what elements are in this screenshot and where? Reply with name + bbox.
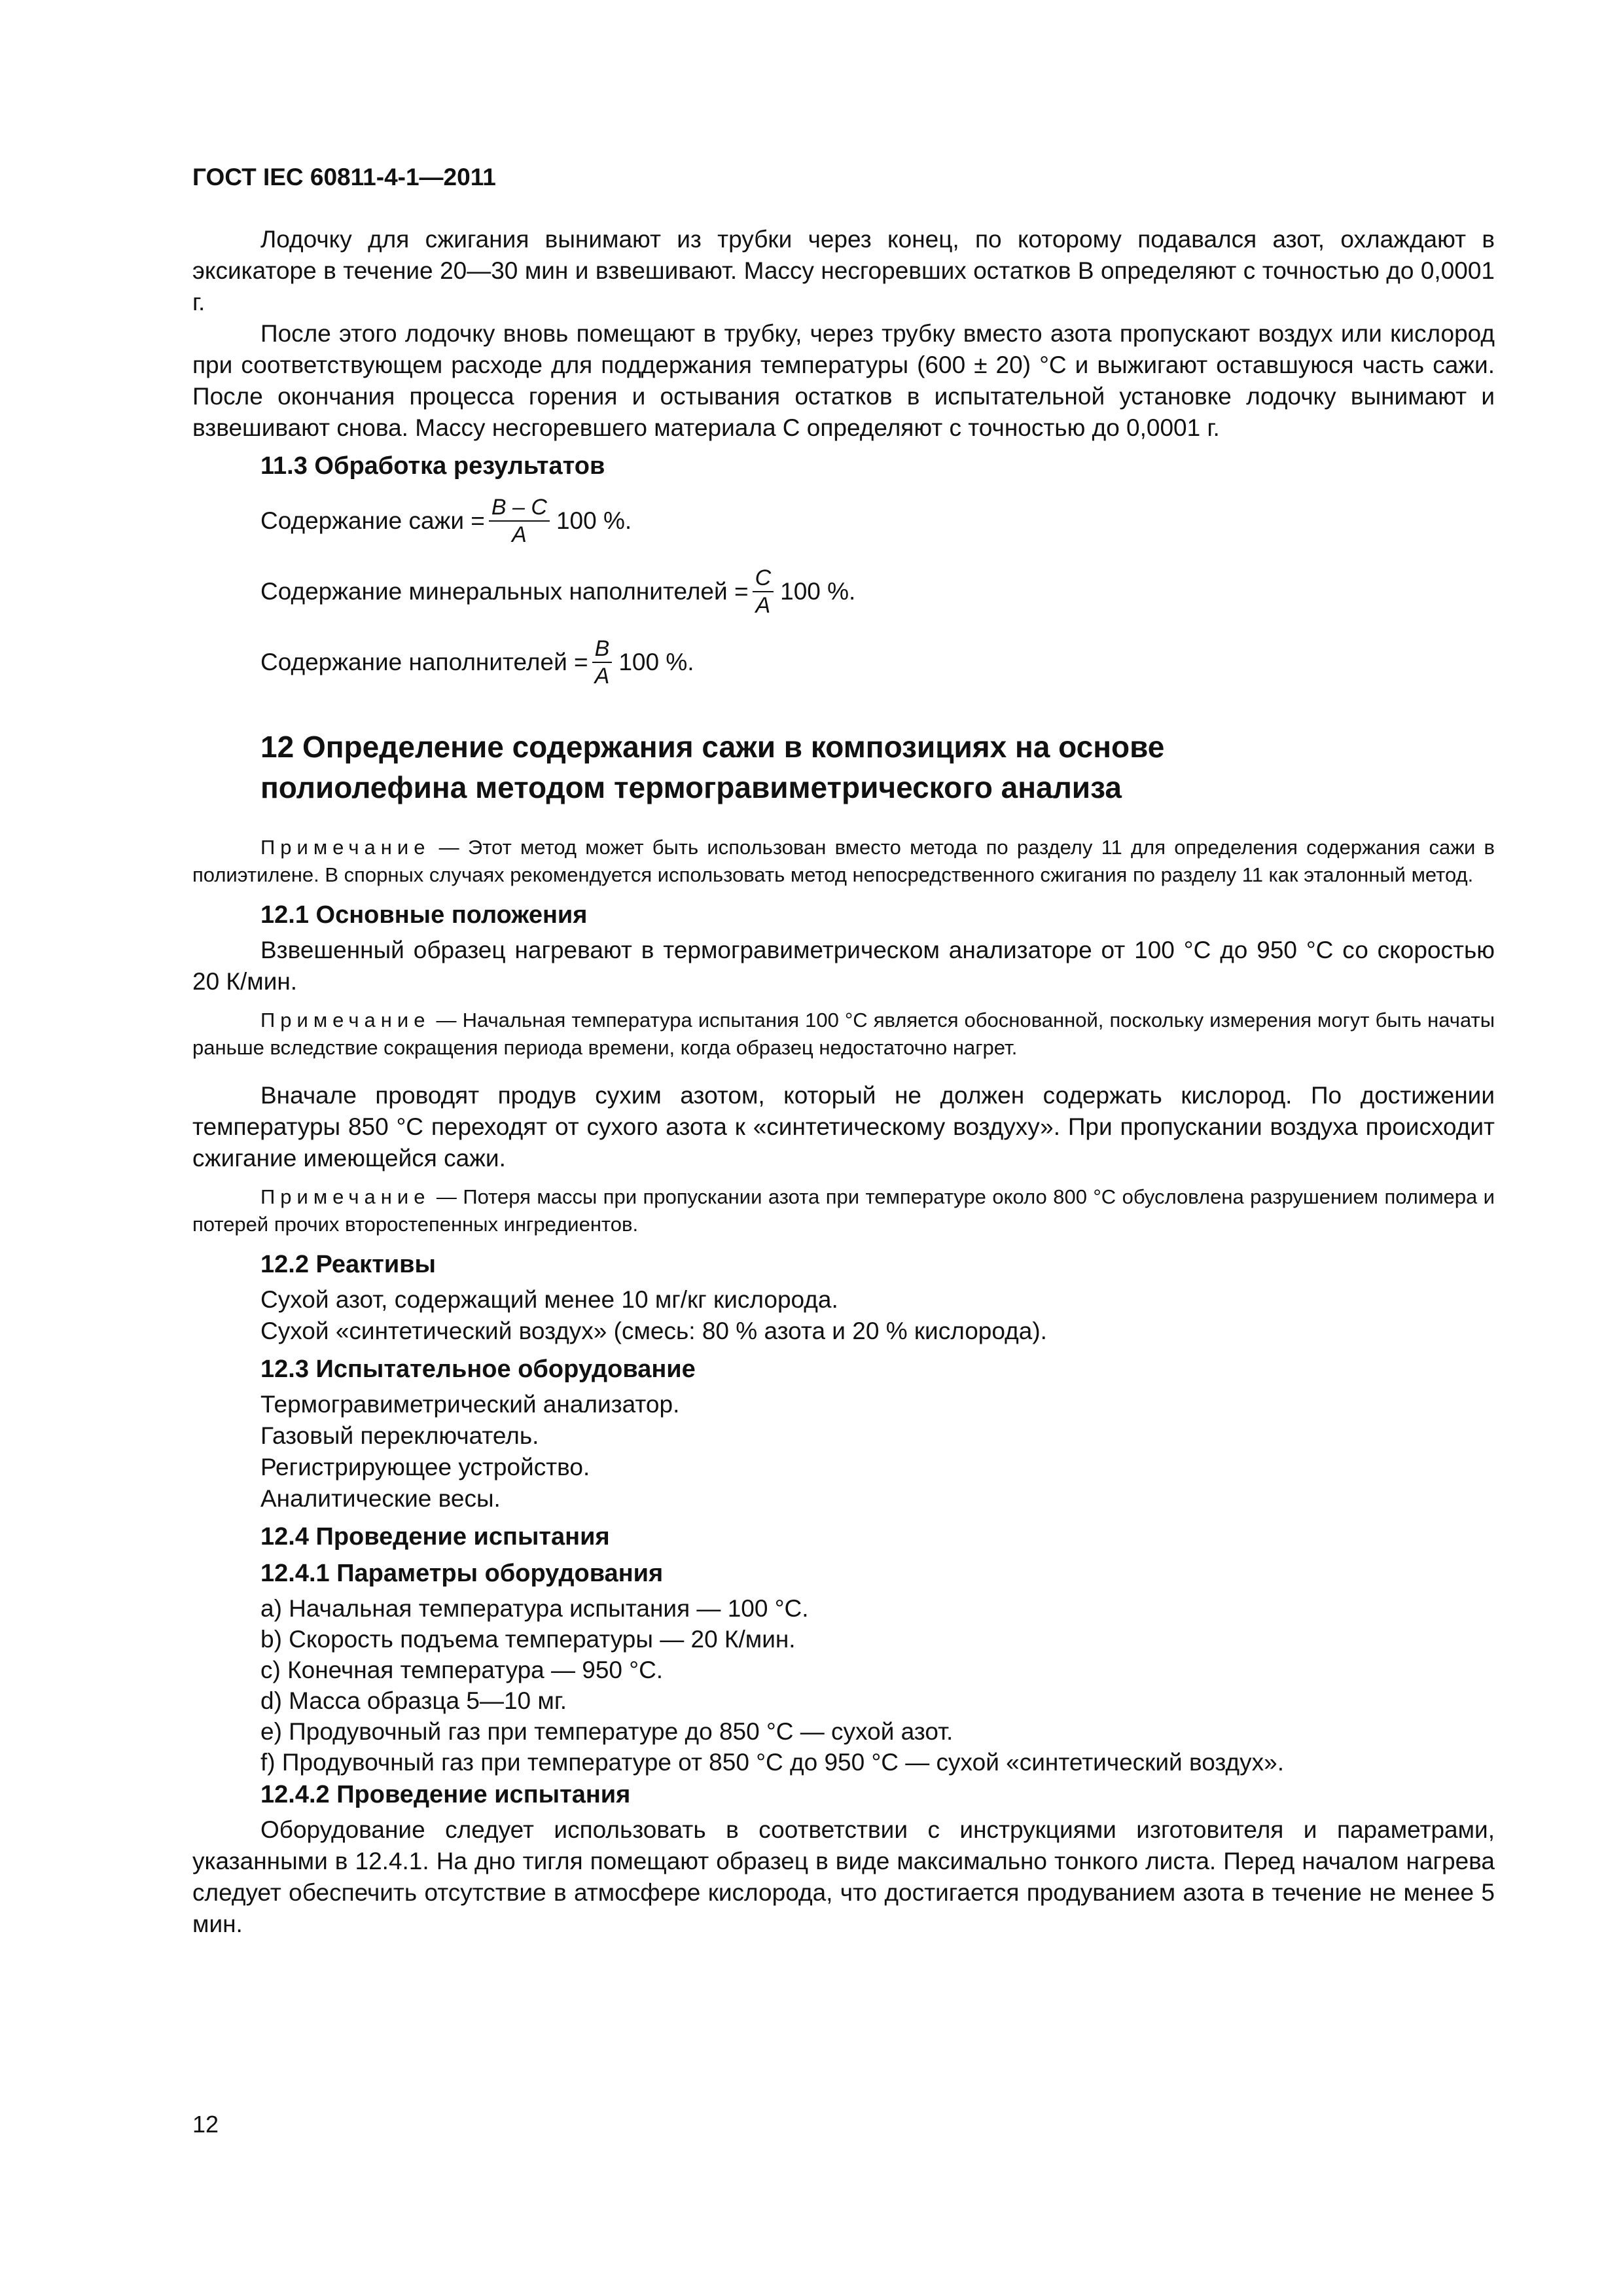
formula-label: Содержание минеральных наполнителей = xyxy=(260,578,749,605)
fraction-denominator: A xyxy=(512,522,527,547)
formula-tail: 100 %. xyxy=(556,507,632,534)
parameter-item-c: c) Конечная температура — 950 °С. xyxy=(260,1657,664,1683)
section-12-3-heading: 12.3 Испытательное оборудование xyxy=(260,1355,696,1383)
note-label: Примечание xyxy=(260,836,431,859)
formula-mineral-fillers xyxy=(260,556,1495,627)
equipment-line-3: Регистрирующее устройство. xyxy=(260,1454,590,1480)
parameter-item-a: a) Начальная температура испытания — 100 °С. xyxy=(260,1595,809,1622)
note-2 xyxy=(192,1007,1495,1062)
fraction-numerator: B – C xyxy=(489,494,550,522)
intro-paragraph-1: Лодочку для сжигания вынимают из трубки через конец, по которому подавался азот, охлаждают в эксикаторе в течение 20—30 мин и взвешивают. Массу несгоревших остатков B определяют с точностью до 0,0001 г. xyxy=(192,226,1495,315)
fraction-denominator: A xyxy=(755,593,771,618)
formula-soot-content xyxy=(260,486,1495,556)
equipment-line-1: Термогравиметрический анализатор. xyxy=(260,1391,680,1418)
reagent-line-1: Сухой азот, содержащий менее 10 мг/кг кислорода. xyxy=(260,1286,838,1313)
fraction xyxy=(592,636,613,689)
parameter-item-e: e) Продувочный газ при температуре до 850 °С — сухой азот. xyxy=(260,1718,954,1745)
note-text: — Этот метод может быть использован вместо метода по разделу 11 для определения содержания сажи в полиэтилене. В спорных случаях рекомендуется использовать метод непосредственного сжигания по разделу 11 как эталонный метод. xyxy=(192,836,1495,886)
equipment-line-2: Газовый переключатель. xyxy=(260,1422,539,1449)
reagent-line-2: Сухой «синтетический воздух» (смесь: 80 % азота и 20 % кислорода). xyxy=(260,1318,1047,1344)
section-12-2-heading: 12.2 Реактивы xyxy=(260,1251,436,1278)
section-12-heading-line-1: 12 Определение содержания сажи в композициях на основе xyxy=(260,730,1165,764)
fraction xyxy=(753,565,774,619)
fraction xyxy=(489,494,550,548)
note-3 xyxy=(192,1183,1495,1238)
section-12-1-paragraph-1: Взвешенный образец нагревают в термогравиметрическом анализаторе от 100 °С до 950 °С со скоростью 20 К/мин. xyxy=(192,937,1495,995)
note-text: — Начальная температура испытания 100 °С является обоснованной, поскольку измерения могут быть начаты раньше вследствие сокращения периода времени, когда образец недостаточно нагрет. xyxy=(192,1009,1495,1059)
section-12-4-2-paragraph: Оборудование следует использовать в соответствии с инструкциями изготовителя и параметрами, указанными в 12.4.1. На дно тигля помещают образец в виде максимально тонкого листа. Перед началом нагрева следует обеспечить отсутствие в атмосфере кислорода, что достигается продуванием азота в течение не менее 5 мин. xyxy=(192,1816,1495,1937)
parameter-item-b: b) Скорость подъема температуры — 20 К/мин. xyxy=(260,1626,796,1653)
fraction-numerator: B xyxy=(592,636,613,663)
document-header: ГОСТ IEC 60811-4-1—2011 xyxy=(192,164,496,190)
section-12-1-heading: 12.1 Основные положения xyxy=(260,901,588,929)
formula-fillers xyxy=(260,627,1495,698)
formula-label: Содержание наполнителей = xyxy=(260,649,588,675)
equipment-line-4: Аналитические весы. xyxy=(260,1485,501,1512)
section-12-heading-line-2: полиолефина методом термогравиметрического анализа xyxy=(260,770,1122,804)
parameter-item-d: d) Масса образца 5—10 мг. xyxy=(260,1687,567,1714)
note-label: Примечание xyxy=(260,1185,431,1208)
parameter-item-f: f) Продувочный газ при температуре от 850 °С до 950 °С — сухой «синтетический воздух». xyxy=(260,1749,1284,1776)
section-12-4-1-heading: 12.4.1 Параметры оборудования xyxy=(260,1560,664,1587)
section-12-1-paragraph-2: Вначале проводят продув сухим азотом, который не должен содержать кислород. По достижении температуры 850 °С переходят от сухого азота к «синтетическому воздуху». При пропускании воздуха происходит сжигание имеющейся сажи. xyxy=(192,1082,1495,1172)
note-label: Примечание xyxy=(260,1009,431,1031)
note-text: — Потеря массы при пропускании азота при температуре около 800 °С обусловлена разрушением полимера и потерей прочих второстепенных ингредиентов. xyxy=(192,1185,1495,1236)
page-content xyxy=(192,164,1495,1940)
section-12-4-2-heading: 12.4.2 Проведение испытания xyxy=(260,1781,631,1808)
formula-tail: 100 %. xyxy=(618,649,694,675)
fraction-numerator: C xyxy=(753,565,774,592)
page-number: 12 xyxy=(192,2111,219,2138)
formula-tail: 100 %. xyxy=(780,578,856,605)
section-11-3-heading: 11.3 Обработка результатов xyxy=(260,452,605,480)
intro-paragraph-2: После этого лодочку вновь помещают в трубку, через трубку вместо азота пропускают воздух или кислород при соответствующем расходе для поддержания температуры (600 ± 20) °С и выжигают оставшуюся часть сажи. После окончания процесса горения и остывания остатков в испытательной установке лодочку вынимают и взвешивают снова. Массу несгоревшего материала С определяют с точностью до 0,0001 г. xyxy=(192,320,1495,441)
section-12-4-heading: 12.4 Проведение испытания xyxy=(260,1523,610,1551)
formula-label: Содержание сажи = xyxy=(260,507,485,534)
note-1 xyxy=(192,834,1495,889)
section-12-heading xyxy=(260,726,1495,808)
fraction-denominator: A xyxy=(594,664,610,689)
